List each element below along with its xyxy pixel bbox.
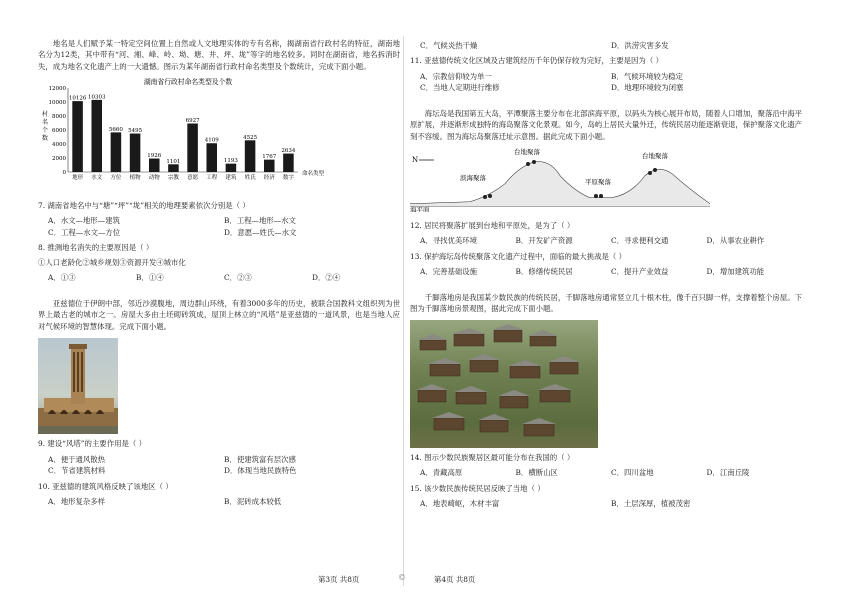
label-plain-settlement: 平原聚落	[585, 178, 611, 187]
y-tick-label: 2000	[52, 156, 66, 163]
bar-value-label: 1193	[223, 158, 238, 165]
q7-option-d[interactable]: D．意愿—姓氏—水文	[224, 227, 297, 237]
question-8: 8. 推测地名消失的主要原因是（ ）	[38, 243, 154, 253]
x-tick-label: 经济	[263, 175, 275, 182]
q10-option-a[interactable]: A．地形复杂多样	[48, 496, 106, 506]
question-14: 14. 图示少数民族聚居区最可能分布在我国的（ ）	[410, 452, 575, 462]
wind-tower-illustration	[38, 338, 118, 434]
bar-1	[72, 102, 83, 173]
bar-12	[283, 154, 294, 172]
q11-option-b[interactable]: B．气候环境较为稳定	[611, 71, 683, 81]
q10-option-b[interactable]: B．泥砖成本较低	[224, 496, 282, 506]
column-divider	[403, 36, 404, 586]
intro-yazd: 亚兹德位于伊朗中部，邻近沙漠腹地，周边群山环绕，有着3000多年的历史，被联合国教科文组织列为世界上最古老的城市之一。房屋大多由土坯砌砖筑成，屋顶上林立的“风塔”是亚兹德的一道风景，也是当地人应对气候环境的智慧体现。完成下面小题。	[38, 298, 400, 331]
y-axis-label-char: 村	[42, 111, 49, 119]
bar-2	[91, 100, 102, 172]
x-tick-label: 动物	[148, 175, 160, 182]
x-tick-label: 水文	[91, 175, 103, 182]
q10-option-c[interactable]: C．气候炎热干燥	[420, 41, 478, 50]
question-12-options	[420, 235, 802, 246]
q12-option-b[interactable]: B．开发矿产资源	[515, 236, 573, 246]
bar-10	[245, 141, 256, 173]
q11-option-c[interactable]: C．当地人定期进行维修	[420, 83, 500, 93]
bar-chart	[38, 76, 400, 195]
bar-value-label: 6927	[185, 118, 200, 125]
question-15: 15. 该少数民族传统民居反映了当地（ ）	[410, 483, 545, 493]
bar-9	[226, 164, 237, 172]
bar-value-label: 10303	[88, 94, 106, 101]
x-tick-label: 数字	[282, 175, 294, 182]
q9-option-b[interactable]: B．使建筑富有层次感	[224, 454, 296, 464]
q12-option-d[interactable]: D．从事农业耕作	[706, 236, 765, 246]
question-13-options	[420, 266, 802, 277]
y-axis-label-char: 数	[42, 135, 49, 143]
bar-value-label: 1767	[262, 154, 277, 161]
x-tick-label: 意愿	[187, 175, 199, 182]
question-9-options	[48, 454, 400, 477]
bar-7	[187, 124, 198, 172]
bar-3	[111, 133, 122, 173]
stilt-house-illustration	[410, 320, 598, 448]
q7-option-c[interactable]: C．工程—水文—方位	[48, 227, 121, 237]
question-10-options	[48, 496, 400, 507]
q11-option-a[interactable]: A．宗教信仰较为单一	[420, 71, 492, 81]
bar-value-label: 4109	[204, 138, 219, 145]
q7-option-a[interactable]: A．水文—地形—建筑	[48, 216, 120, 226]
q13-option-d[interactable]: D．增加建筑功能	[706, 267, 765, 277]
settlement-diagram	[410, 146, 710, 212]
q13-option-c[interactable]: C．提升产业效益	[611, 267, 669, 277]
x-tick-label: 姓氏	[244, 175, 256, 182]
x-tick-label: 植物	[129, 175, 141, 182]
right-column	[410, 40, 802, 509]
wind-tower-photo	[38, 338, 118, 434]
question-9: 9. 建设“风塔”的主要作用是（ ）	[38, 439, 146, 449]
y-tick-label: 4000	[52, 142, 66, 149]
intro-haitan: 海坛岛是我国第五大岛，平潭聚落主要分布在北部滨海平原，以码头为核心展开布局，随着人口增加，聚落沿中海平原扩展，并逐渐形成独特的海岛聚落文化景观。如今，岛屿上居民大量外迁，传统民居功能逐渐衰退，保护聚落文化遗产刻不容缓。图为海坛岛聚落迁址示意图。据此完成下面小题。	[410, 108, 802, 141]
bar-5	[149, 159, 160, 172]
bar-value-label: 10126	[68, 96, 87, 103]
chart-svg	[38, 76, 328, 192]
x-tick-label: 方位	[110, 175, 122, 182]
q12-option-a[interactable]: A．寻找优美环境	[420, 236, 478, 246]
bar-11	[264, 160, 275, 172]
q9-option-a[interactable]: A．便于通风散热	[48, 454, 106, 464]
label-coastal-settlement: 滨海聚落	[460, 174, 486, 183]
q14-option-c[interactable]: C．四川盆地	[611, 468, 654, 478]
question-10-options-cont	[420, 40, 802, 51]
y-tick-label: 0	[62, 170, 66, 177]
y-tick-label: 8000	[52, 114, 66, 121]
q15-option-b[interactable]: B．土层深厚，植被茂密	[611, 498, 691, 508]
q7-option-b[interactable]: B．工程—地形—水文	[224, 216, 296, 226]
x-tick-label: 宗教	[167, 175, 179, 182]
x-axis-label: 命名类型	[302, 171, 325, 178]
question-11: 11. 亚兹德传统文化区域及古建筑经历千年仍保存较为完好，主要是因为（ ）	[410, 56, 663, 66]
bar-value-label: 5495	[128, 128, 143, 135]
left-column	[38, 38, 400, 507]
q14-option-d[interactable]: D．江南丘陵	[706, 468, 750, 478]
label-sea-level: 海平面	[410, 206, 430, 213]
y-tick-label: 6000	[52, 128, 66, 135]
y-axis-label-char: 名	[42, 119, 49, 127]
y-axis-label-char: 个	[42, 127, 49, 135]
bar-8	[206, 144, 217, 173]
question-15-options	[420, 498, 802, 509]
y-tick-label: 10000	[48, 100, 66, 107]
question-12: 12. 居民将聚落扩展到台地和平原处，是为了（ ）	[410, 220, 575, 230]
question-13: 13. 保护海坛岛传统聚落文化遗产过程中，面临的最大挑战是（ ）	[410, 251, 627, 261]
bar-4	[130, 134, 141, 172]
q13-option-b[interactable]: B．修缮传统民居	[515, 267, 573, 277]
q10-option-d[interactable]: D．洪涝灾害多发	[611, 41, 669, 50]
q8-option-b[interactable]: B．①④	[136, 273, 164, 283]
question-10: 10. 亚兹德的建筑风格反映了该地区（ ）	[38, 481, 173, 491]
question-7: 7. 湖南省地名中与“塘”“坪”“垅”相关的地理要素依次分别是（ ）	[38, 200, 250, 210]
bar-value-label: 1926	[147, 153, 162, 160]
y-tick-label: 12000	[48, 86, 66, 93]
intro-place-names: 地名是人们赋予某一特定空间位置上自然或人文地理实体的专有名称，揭湖南省行政村名的特征，湖南地名分为12类，其中带有“河、湘、峰、岭、坳、塘、井、坪、垅”等字的地名较多。同时在湖南省，地名拆消时失，成为地名文化遗产上的一大遗憾。图示为某年湖南省行政村命名类型及个数统计，完成下面小题。	[38, 39, 400, 71]
page-number-right: 第4页 共8页	[434, 575, 476, 584]
q15-option-a[interactable]: A．地表崎岖，木材丰富	[420, 498, 500, 508]
q8-option-c[interactable]: C．②③	[224, 273, 252, 283]
chart-title: 湖南省行政村命名类型及个数	[143, 78, 233, 87]
bar-value-label: 4525	[243, 135, 258, 142]
q14-option-a[interactable]: A．青藏高原	[420, 468, 463, 478]
x-tick-label: 工程	[206, 175, 218, 182]
q9-option-c[interactable]: C．节省建筑材料	[48, 466, 106, 476]
page-number-left: 第3页 共8页	[318, 575, 360, 584]
q8-option-d[interactable]: D．②④	[312, 273, 341, 283]
bar-value-label: 5660	[108, 127, 123, 134]
copyright-circle-icon: ©	[398, 573, 406, 582]
bar-value-label: 2634	[281, 148, 296, 155]
label-terrace-settlement: 台地聚落	[514, 148, 540, 157]
question-8-options	[48, 272, 400, 283]
question-8-statements: ①人口老龄化②城乡规划③资源开发④城市化	[38, 257, 186, 267]
north-label: N	[412, 156, 419, 165]
stilt-house-photo	[410, 320, 598, 448]
q9-option-d[interactable]: D．体现当地民族特色	[224, 466, 297, 476]
label-east-terrace: 台地聚落	[642, 152, 668, 161]
q8-option-a[interactable]: A．①③	[48, 273, 76, 283]
q12-option-c[interactable]: C．寻求便利交通	[611, 236, 669, 246]
x-tick-label: 建筑	[225, 175, 237, 182]
question-7-options	[48, 215, 400, 238]
question-14-options	[420, 467, 802, 478]
bar-value-label: 1101	[166, 159, 181, 166]
q14-option-b[interactable]: B．横断山区	[515, 468, 558, 478]
intro-stilt-houses: 千脚落地房是我国某少数民族的传统民居，千脚落地房通常竖立几十根木柱，像千百只脚一样，支撑着整个房屋。下图为千脚落地房景观图，据此完成下面小题。	[410, 292, 802, 314]
bar-6	[168, 165, 179, 173]
q11-option-d[interactable]: D．地理环境较为闭塞	[611, 83, 684, 93]
terrain-fill	[410, 162, 710, 206]
q13-option-a[interactable]: A．完善基础设施	[420, 267, 478, 277]
x-tick-label: 地形	[72, 175, 84, 182]
question-11-options	[420, 71, 802, 94]
